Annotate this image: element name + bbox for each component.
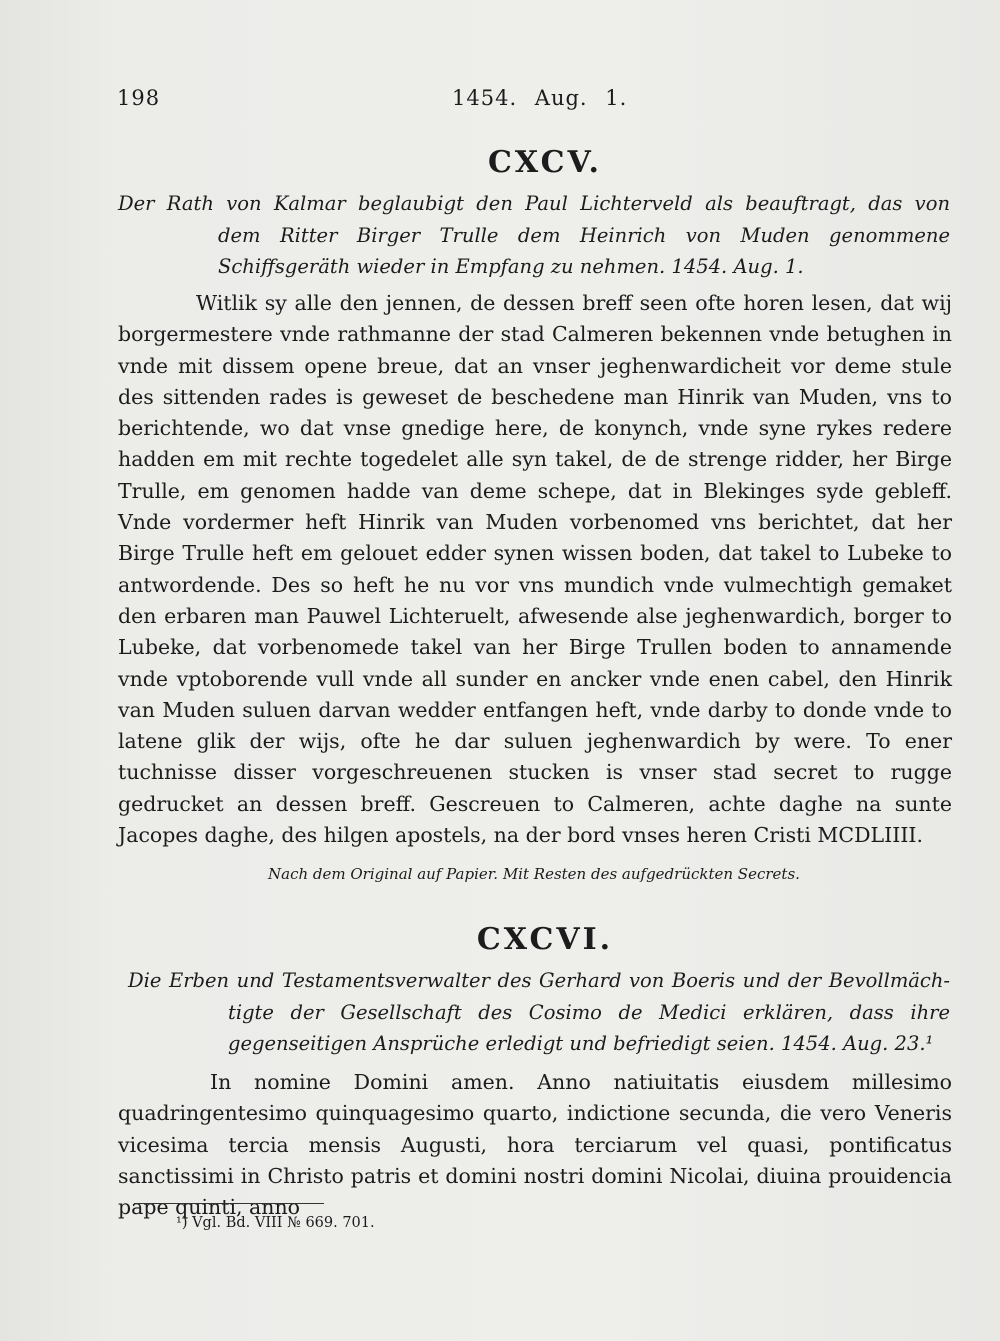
- document-number: CXCV.: [488, 145, 602, 180]
- document-text: In nomine Domini amen. Anno natiuitatis eiusdem millesimo quadringentesimo quinquagesimo quarto, indictione secunda, die vero Veneris vicesima tercia mensis Augusti, hora terciarum vel quasi, pontificatus sanctissimi in Christo patris et domini nostri domini Nicolai, diuina prouidencia pape quinti, anno: [118, 1070, 952, 1220]
- summary-continuation: tigte der Gesellschaft des Cosimo de Medici erklären, dass ihre gegenseitigen Ansprüche erledigt und befriedigt seien. 1454. Aug. 23.¹: [228, 1000, 950, 1055]
- page-number: 198: [117, 86, 161, 110]
- footnote-divider: [134, 1203, 324, 1204]
- summary-first-line: Der Rath von Kalmar beglaubigt den Paul Lichterveld als beauftragt, das von: [118, 192, 950, 215]
- document-text: Witlik sy alle den jennen, de dessen breff seen ofte horen lesen, dat wij borgermestere vnde rathmanne der stad Calmeren bekennen vnde betughen in vnde mit dissem opene breue, dat an vnser jeghenwardicheit vor deme stule des sittenden rades is geweset de beschedene man Hinrik van Muden, vns to berichtende, wo dat vnse gnedige here, de konynch, vnde syne rykes redere hadden em mit rechte togedelet alle syn takel, de de strenge ridder, her Birge Trulle, em genomen hadde van deme schepe, dat in Blekinges syde gebleff. Vnde vordermer heft Hinrik van Muden vorbenomed vns berichtet, dat her Birge Trulle heft em gelouet edder synen wissen boden, dat takel to Lubeke to antwordende. Des so heft he nu vor vns mundich vnde vulmechtigh gemaket den erbaren man Pauwel Lichteruelt, afwesende alse jeghenwardich, borger to Lubeke, dat vorbenomede takel van her Birge Trullen boden to annamende vnde vptoborende vull vnde all sunder en ancker vnde enen cabel, den Hinrik van Muden suluen darvan wedder entfangen heft, vnde darby to donde vnde to latene glik der wijs, ofte he dar suluen jeghenwardich by were. To ener tuchnisse disser vorgeschreuenen stucken is vnser stad secret to rugge gedrucket an dessen breff. Gescreuen to Calmeren, achte daghe na sunte Jacopes daghe, des hilgen apostels, na der bord vnses heren Cristi MCDLIIII.: [118, 291, 952, 848]
- summary-continuation: dem Ritter Birger Trulle dem Heinrich von Muden genommene Schiffsgeräth wieder in Empfang zu nehmen. 1454. Aug. 1.: [218, 223, 950, 278]
- document-summary: [128, 965, 950, 1060]
- running-head-date: 1454. Aug. 1.: [452, 86, 628, 110]
- document-number: CXCVI.: [476, 922, 614, 957]
- source-note: Nach dem Original auf Papier. Mit Resten des aufgedrückten Secrets.: [268, 865, 800, 883]
- document-summary: [118, 188, 950, 283]
- summary-first-line: Die Erben und Testamentsverwalter des Gerhard von Boeris und der Bevollmäch-: [128, 969, 950, 992]
- footnote: ¹) Vgl. Bd. VIII № 669. 701.: [176, 1215, 375, 1231]
